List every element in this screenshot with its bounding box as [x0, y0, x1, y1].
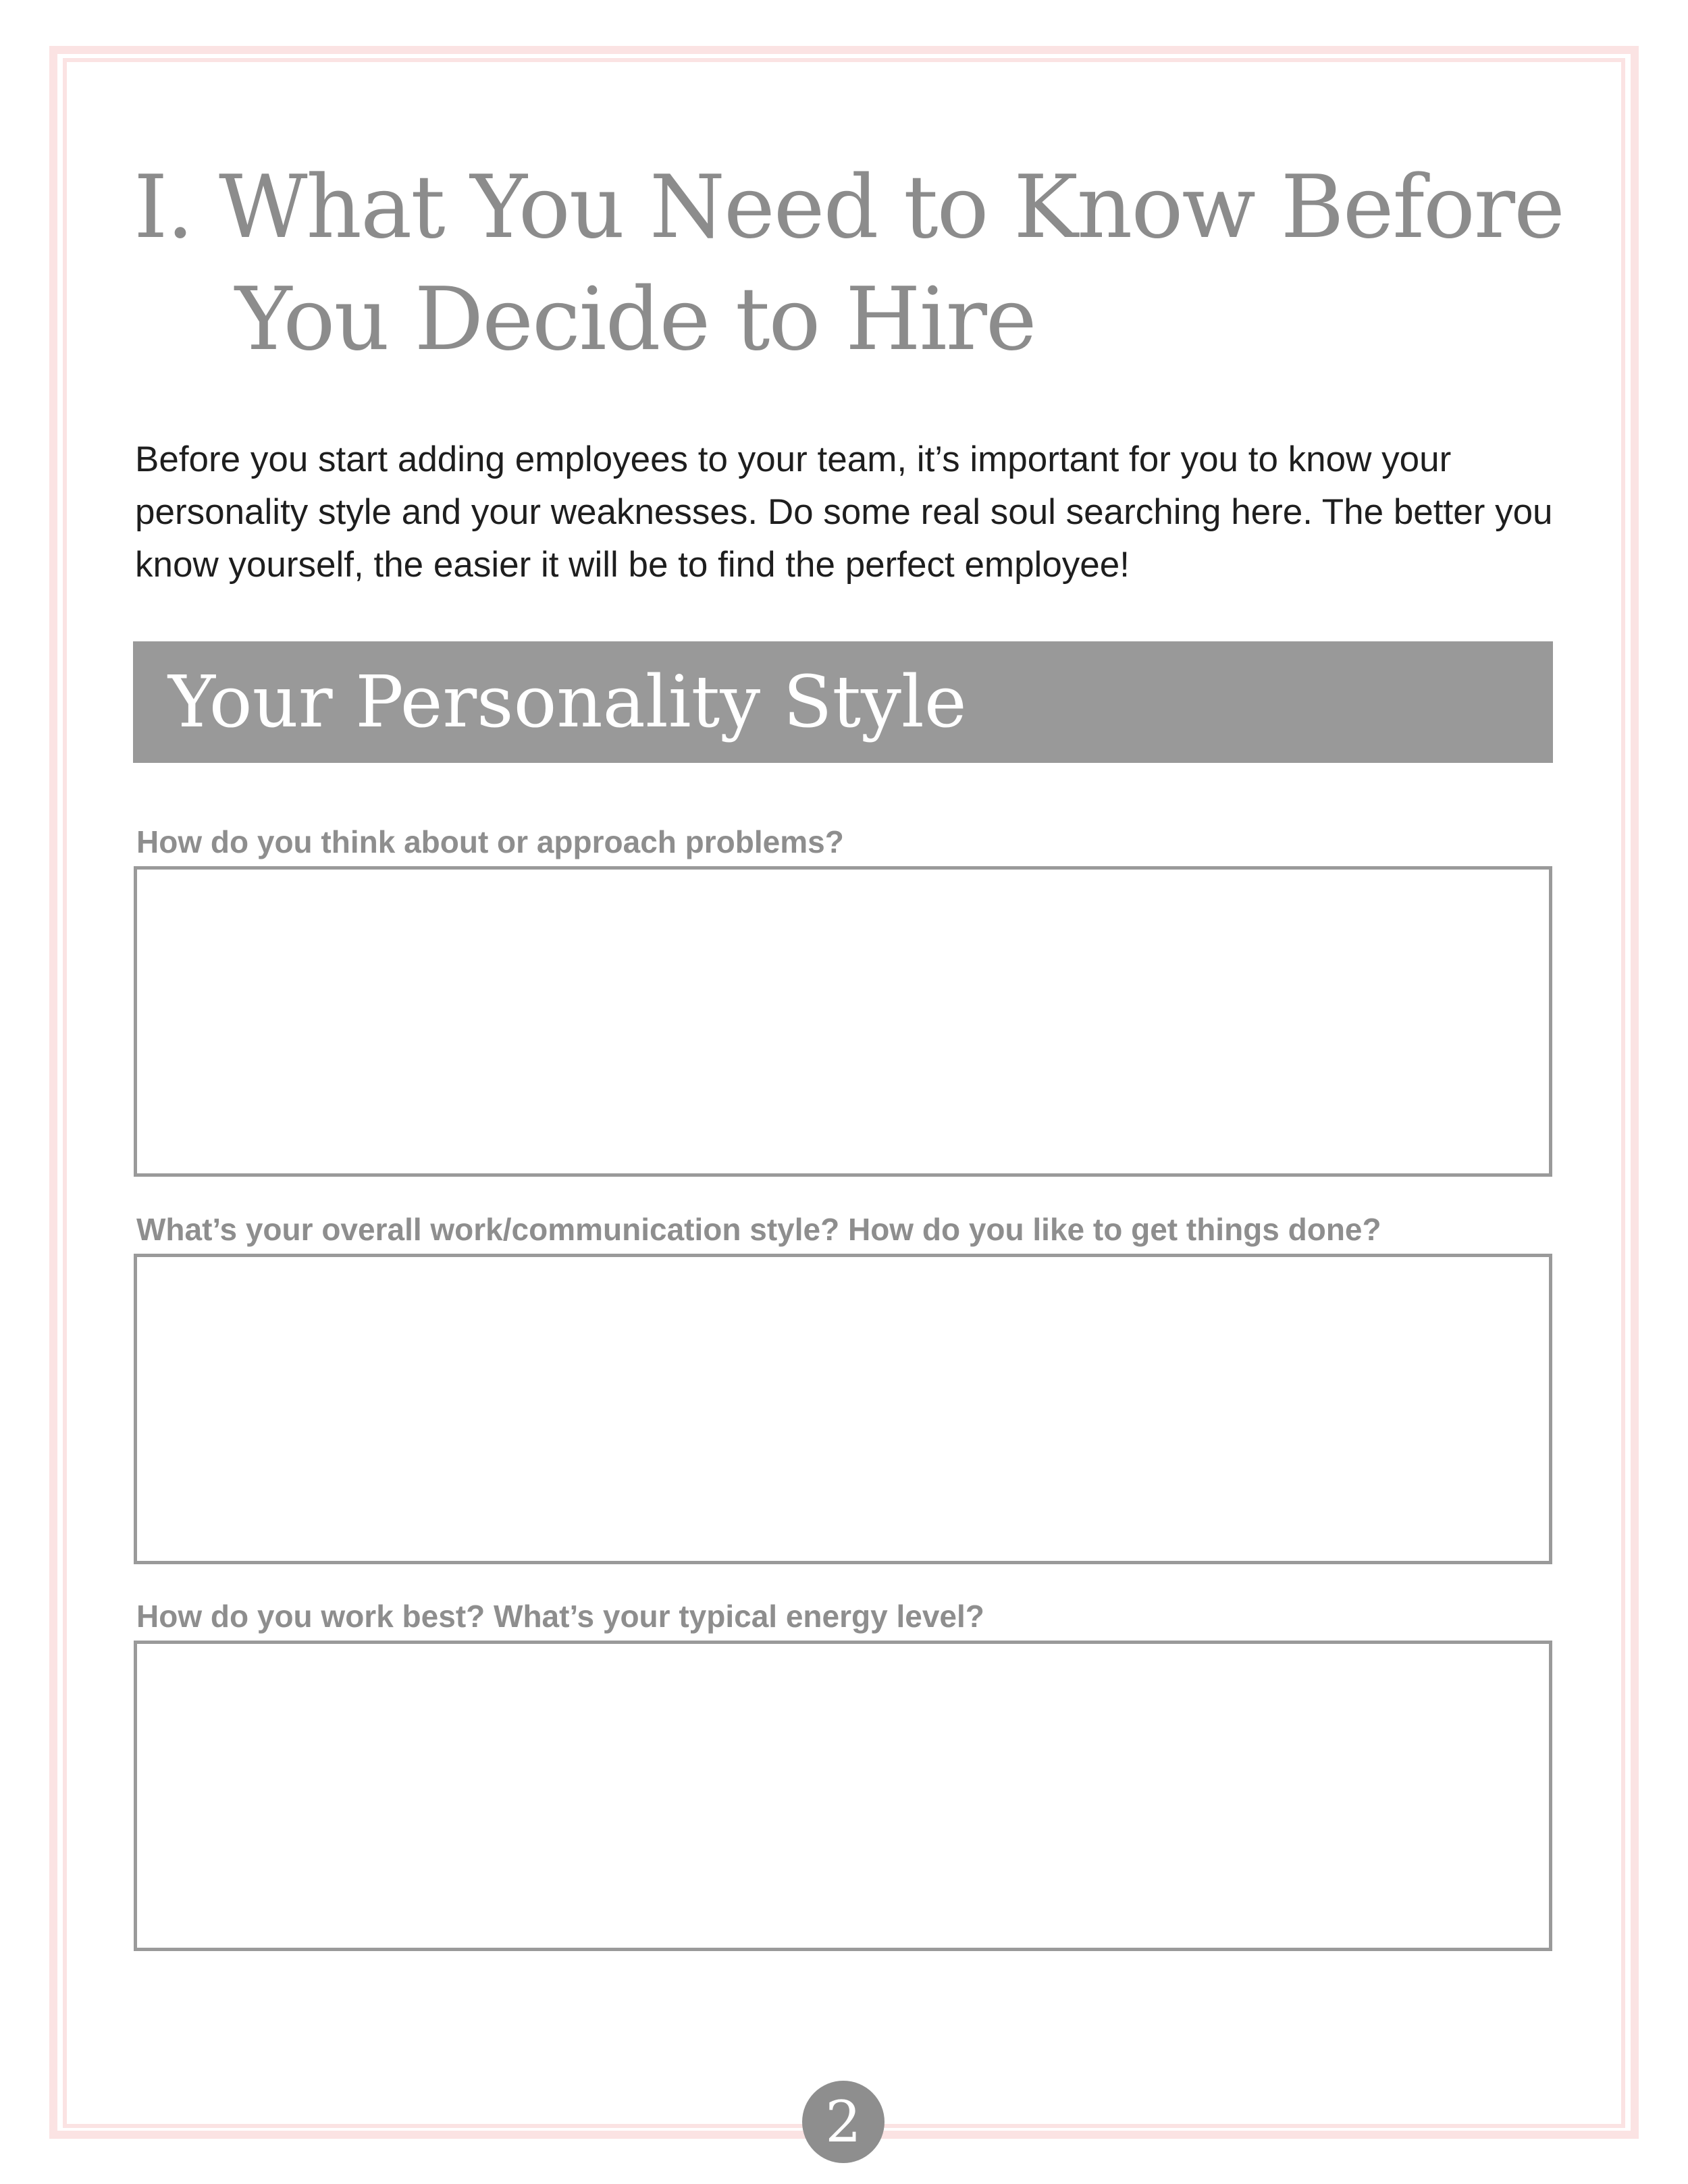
answer-box-3[interactable] [134, 1641, 1552, 1951]
page-title-line-1: I. What You Need to Know Before [134, 157, 1564, 258]
question-2-label: What’s your overall work/communication style? How do you like to get things done? [136, 1212, 1381, 1247]
question-1-label: How do you think about or approach problems? [136, 824, 844, 859]
page-title [134, 152, 1572, 376]
section-title: Your Personality Style [168, 660, 967, 743]
page-number-badge: 2 [802, 2081, 885, 2163]
page-title-line-2: You Decide to Hire [235, 269, 1036, 370]
answer-box-2[interactable] [134, 1254, 1552, 1564]
section-banner [133, 641, 1553, 763]
question-3-label: How do you work best? What’s your typical energy level? [136, 1599, 984, 1634]
intro-paragraph: Before you start adding employees to your team, it’s important for you to know your personality style and your weaknesses. Do some real soul searching here. The better you know yourself, the easier it will be to find the perfect employee! [135, 440, 1553, 585]
answer-box-1[interactable] [134, 866, 1552, 1177]
